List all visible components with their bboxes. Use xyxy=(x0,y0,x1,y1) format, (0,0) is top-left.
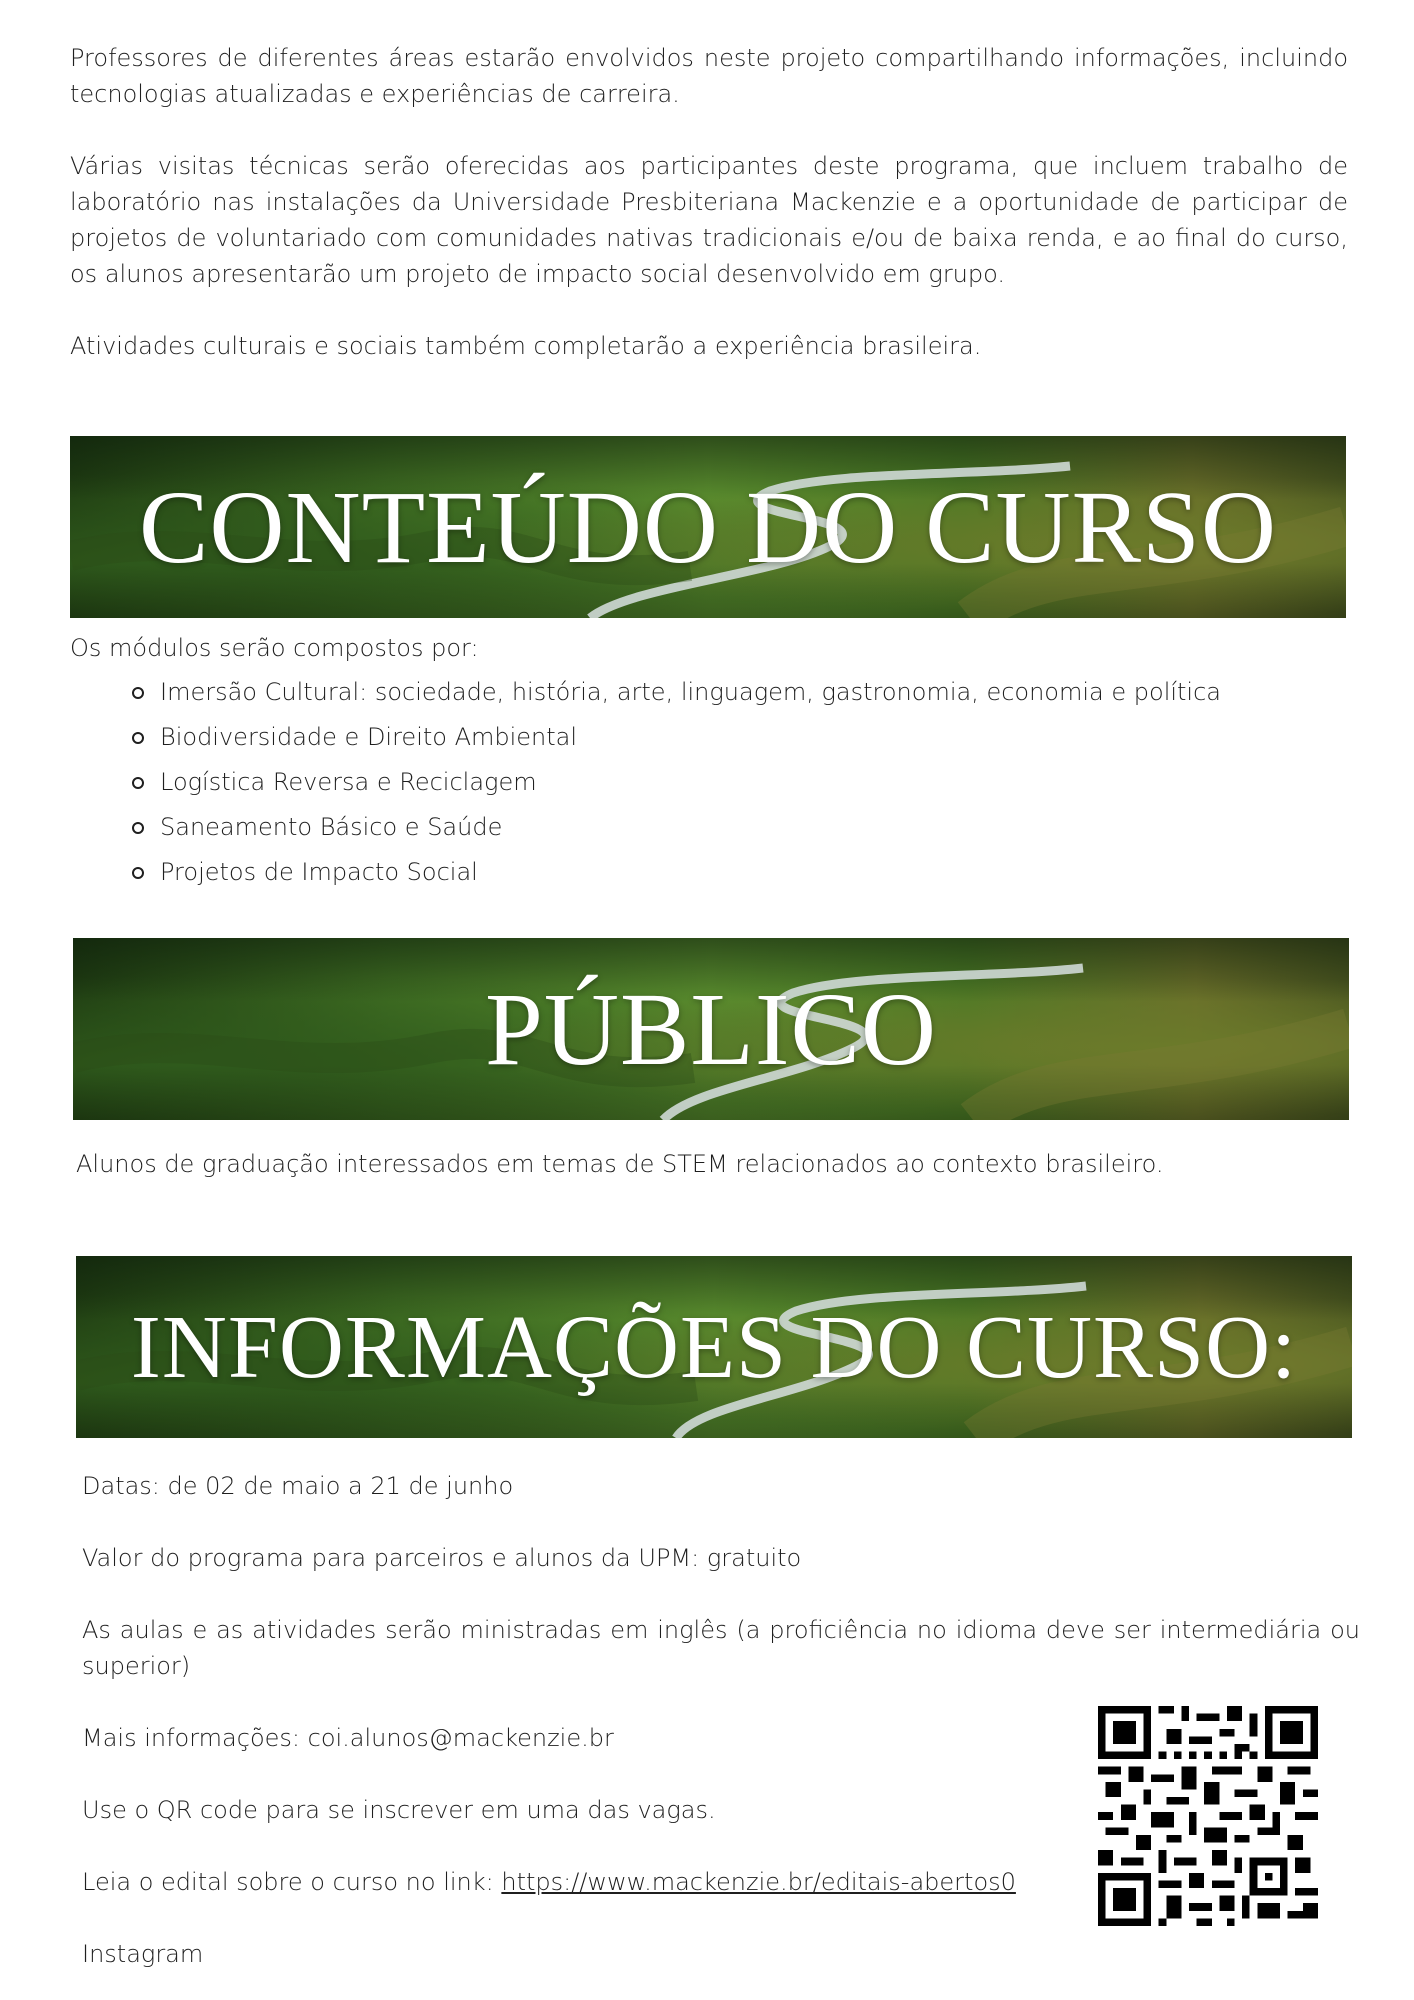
banner-conteudo-do-curso xyxy=(70,436,1346,618)
intro-paragraph-1: Professores de diferentes áreas estarão envolvidos neste projeto compartilhando informações, incluindo tecnologias atualizadas e experiências de carreira. xyxy=(70,44,1348,108)
banner-title-conteudo: CONTEÚDO DO CURSO xyxy=(139,469,1277,585)
banner-publico xyxy=(73,938,1349,1120)
bullet-icon xyxy=(132,777,144,789)
list-item xyxy=(132,715,1221,760)
list-item xyxy=(132,670,1221,715)
list-item xyxy=(132,805,1221,850)
bullet-icon xyxy=(132,822,144,834)
banner-title-informacoes: INFORMAÇÕES DO CURSO: xyxy=(130,1297,1298,1397)
list-item xyxy=(132,760,1221,805)
publico-text: Alunos de graduação interessados em temas de STEM relacionados ao contexto brasileiro. xyxy=(76,1150,1164,1178)
banner-title-publico: PÚBLICO xyxy=(485,971,937,1087)
list-item-text: Saneamento Básico e Saúde xyxy=(160,813,503,841)
info-edital xyxy=(82,1864,1082,1900)
intro-paragraph-2: Várias visitas técnicas serão oferecidas aos participantes deste programa, que incluem trabalho de laboratório nas instalações da Universidade Presbiteriana Mackenzie e a oportunidade de participar de projetos de voluntariado com comunidades nativas tradicionais e/ou de baixa renda, e ao final do curso, os alunos apresentarão um projeto de impacto social desenvolvido em grupo. xyxy=(70,152,1348,288)
intro-paragraph-3: Atividades culturais e sociais também completarão a experiência brasileira. xyxy=(70,332,982,360)
banner-informacoes-do-curso xyxy=(76,1256,1352,1438)
list-item xyxy=(132,850,1221,895)
info-price: Valor do programa para parceiros e alunos da UPM: gratuito xyxy=(82,1544,802,1572)
info-dates: Datas: de 02 de maio a 21 de junho xyxy=(82,1472,514,1500)
modules-lead-text: Os módulos serão compostos por: xyxy=(70,634,479,662)
list-item-text: Projetos de Impacto Social xyxy=(160,858,478,886)
bullet-icon xyxy=(132,867,144,879)
list-item-text: Imersão Cultural: sociedade, história, arte, linguagem, gastronomia, economia e política xyxy=(160,678,1222,706)
edital-prefix: Leia o edital sobre o curso no link: xyxy=(82,1868,502,1896)
edital-link[interactable]: https://www.mackenzie.br/editais-abertos0 xyxy=(501,1868,1016,1896)
qr-code-image[interactable] xyxy=(1098,1706,1318,1926)
list-item-text: Biodiversidade e Direito Ambiental xyxy=(160,723,578,751)
bullet-icon xyxy=(132,687,144,699)
info-contact-email[interactable]: Mais informações: coi.alunos@mackenzie.br xyxy=(82,1724,614,1752)
modules-list xyxy=(132,670,1221,895)
info-language: As aulas e as atividades serão ministradas em inglês (a proficiência no idioma deve ser intermediária ou superior) xyxy=(82,1616,1360,1680)
instagram-label[interactable]: Instagram xyxy=(82,1940,204,1968)
bullet-icon xyxy=(132,732,144,744)
list-item-text: Logística Reversa e Reciclagem xyxy=(160,768,537,796)
info-qr-instructions: Use o QR code para se inscrever em uma das vagas. xyxy=(82,1796,716,1824)
